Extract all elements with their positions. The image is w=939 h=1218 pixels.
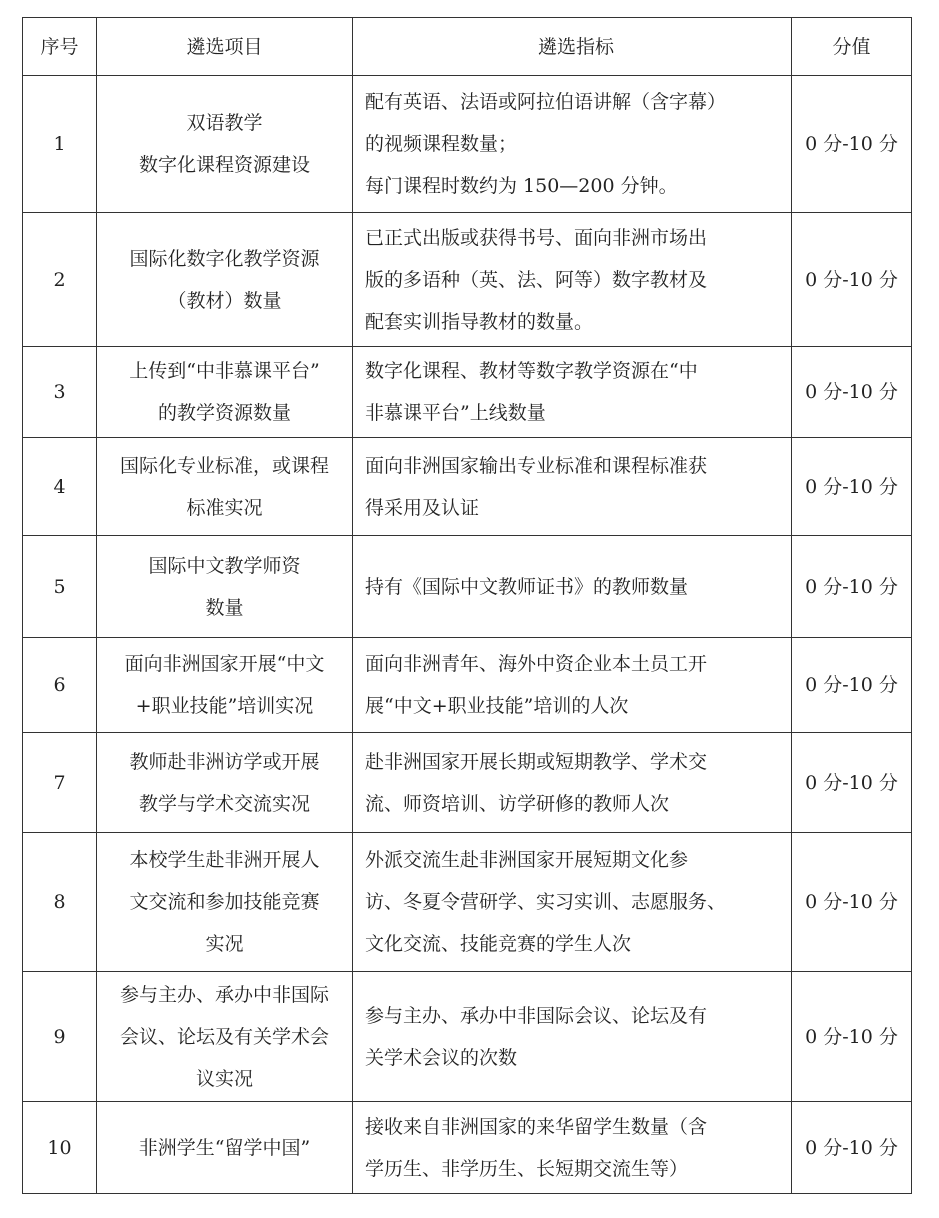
selection-item (97, 638, 353, 733)
indicator-line: 的视频课程数量； (365, 133, 518, 155)
table-row (23, 76, 912, 213)
selection-item (97, 213, 353, 347)
indicator-line: 配有英语、法语或阿拉伯语讲解（含字幕） (365, 91, 727, 113)
table-row (23, 213, 912, 347)
header-item: 遴选项目 (97, 18, 353, 76)
selection-item (97, 733, 353, 833)
indicator-line: 参与主办、承办中非国际会议、论坛及有 (365, 1004, 708, 1027)
selection-item (97, 833, 353, 972)
indicator-line: 数字化课程、教材等数字教学资源在“中 (365, 360, 698, 382)
score-range: 0 分-10 分 (792, 438, 912, 536)
header-score: 分值 (792, 18, 912, 76)
indicator-line: 面向非洲国家输出专业标准和课程标准获 (365, 454, 708, 477)
selection-item (97, 347, 353, 438)
selection-indicator (353, 972, 792, 1102)
row-number: 4 (23, 438, 97, 536)
selection-item (97, 1102, 353, 1194)
item-line: 参与主办、承办中非国际 (119, 983, 329, 1006)
indicator-line: 学历生、非学历生、长短期交流生等） (365, 1157, 689, 1180)
row-number: 5 (23, 536, 97, 638)
item-line: 教学与学术交流实况 (138, 792, 310, 815)
item-line: 会议、论坛及有关学术会 (119, 1025, 329, 1048)
score-range: 0 分-10 分 (792, 972, 912, 1102)
table-row (23, 638, 912, 733)
row-number: 10 (23, 1102, 97, 1194)
table-row (23, 733, 912, 833)
item-line: 面向非洲国家开展“中文 (124, 653, 325, 675)
indicator-line: 得采用及认证 (365, 496, 480, 519)
item-line: 教师赴非洲访学或开展 (129, 750, 320, 773)
indicator-line: 已正式出版或获得书号、面向非洲市场出 (365, 226, 708, 249)
table-row (23, 1102, 912, 1194)
row-number: 6 (23, 638, 97, 733)
indicator-line: 版的多语种（英、法、阿等）数字教材及 (365, 268, 708, 291)
indicator-line: 赴非洲国家开展长期或短期教学、学术交 (365, 750, 708, 773)
row-number: 8 (23, 833, 97, 972)
row-number: 9 (23, 972, 97, 1102)
selection-item (97, 972, 353, 1102)
table-row (23, 972, 912, 1102)
item-line: （教材）数量 (167, 289, 282, 312)
table-row (23, 347, 912, 438)
item-line: 上传到“中非慕课平台” (129, 360, 320, 382)
score-range: 0 分-10 分 (792, 213, 912, 347)
row-number: 7 (23, 733, 97, 833)
item-line: 数量 (205, 596, 244, 619)
row-number: 3 (23, 347, 97, 438)
header-no: 序号 (23, 18, 97, 76)
selection-indicator (353, 833, 792, 972)
header-indicator: 遴选指标 (353, 18, 792, 76)
score-range: 0 分-10 分 (792, 733, 912, 833)
indicator-line: 持有《国际中文教师证书》的教师数量 (365, 575, 689, 598)
indicator-line: 外派交流生赴非洲国家开展短期文化参 (365, 849, 689, 871)
selection-indicator (353, 733, 792, 833)
indicator-line: 关学术会议的次数 (365, 1046, 518, 1069)
table-header-row (23, 18, 912, 76)
score-range: 0 分-10 分 (792, 536, 912, 638)
row-number: 2 (23, 213, 97, 347)
table-row (23, 438, 912, 536)
item-line: 数字化课程资源建设 (138, 154, 310, 176)
selection-indicator (353, 213, 792, 347)
score-range: 0 分-10 分 (792, 76, 912, 213)
indicator-line: 流、师资培训、访学研修的教师人次 (365, 792, 670, 815)
item-line: 的教学资源数量 (157, 402, 291, 424)
item-line: 实况 (205, 933, 244, 955)
item-line: 国际化专业标准，或课程 (119, 454, 329, 477)
item-line: 文交流和参加技能竞赛 (129, 891, 320, 913)
item-line: 国际中文教学师资 (148, 554, 301, 577)
indicator-line: 展“中文+职业技能”培训的人次 (365, 695, 629, 717)
score-range: 0 分-10 分 (792, 638, 912, 733)
indicator-line: 每门课程时数约为 150—200 分钟。 (365, 175, 678, 197)
item-line: 标准实况 (186, 496, 263, 519)
row-number: 1 (23, 76, 97, 213)
selection-indicator (353, 76, 792, 213)
score-range: 0 分-10 分 (792, 1102, 912, 1194)
indicator-line: 接收来自非洲国家的来华留学生数量（含 (365, 1115, 708, 1138)
item-line: 双语教学 (186, 112, 263, 134)
item-line: 国际化数字化教学资源 (129, 247, 320, 270)
selection-indicator (353, 347, 792, 438)
indicator-line: 面向非洲青年、海外中资企业本土员工开 (365, 653, 708, 675)
indicator-line: 访、冬夏令营研学、实习实训、志愿服务、 (365, 891, 727, 913)
item-line: 本校学生赴非洲开展人 (129, 849, 320, 871)
selection-item (97, 536, 353, 638)
indicator-line: 配套实训指导教材的数量。 (365, 310, 594, 333)
selection-item (97, 76, 353, 213)
score-range: 0 分-10 分 (792, 347, 912, 438)
indicator-line: 非慕课平台”上线数量 (365, 402, 546, 424)
selection-indicator (353, 1102, 792, 1194)
selection-indicator (353, 438, 792, 536)
selection-indicator (353, 638, 792, 733)
indicator-line: 文化交流、技能竞赛的学生人次 (365, 933, 632, 955)
item-line: 非洲学生“留学中国” (138, 1136, 311, 1159)
selection-indicator (353, 536, 792, 638)
table-row (23, 833, 912, 972)
selection-criteria-table (22, 17, 912, 1194)
item-line: +职业技能”培训实况 (135, 695, 314, 717)
selection-item (97, 438, 353, 536)
score-range: 0 分-10 分 (792, 833, 912, 972)
table-row (23, 536, 912, 638)
item-line: 议实况 (195, 1067, 253, 1090)
